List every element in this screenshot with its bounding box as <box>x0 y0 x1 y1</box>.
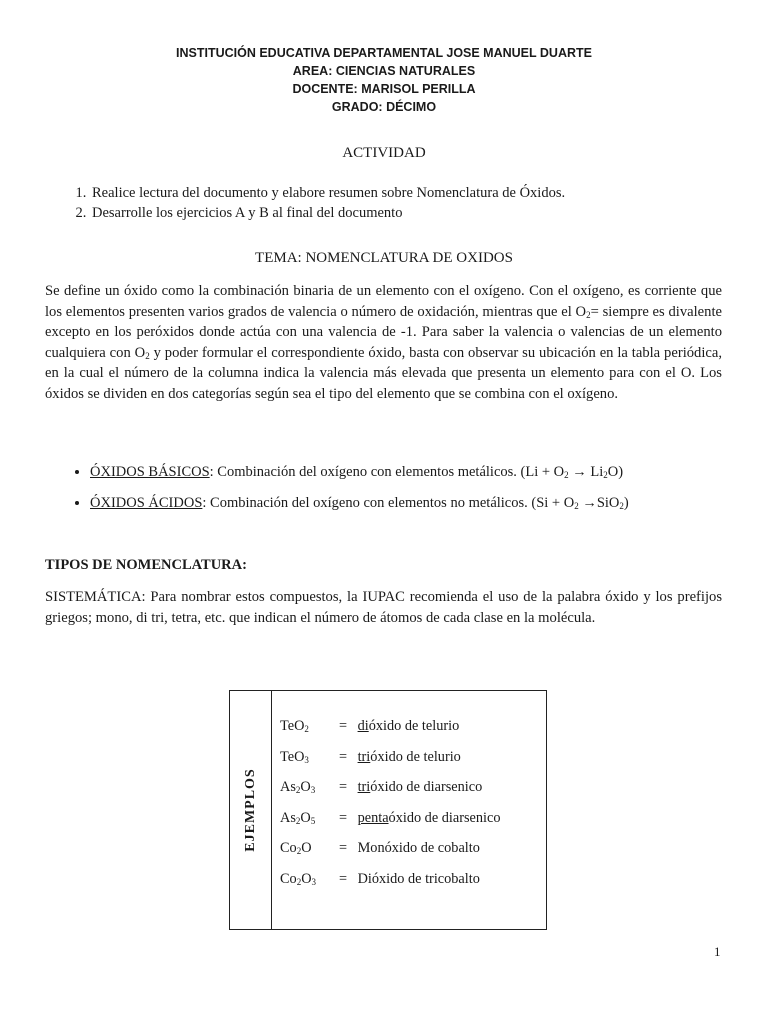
prefix: tri <box>357 779 371 795</box>
formula: $Co_2O$ <box>280 840 312 856</box>
formula: TeO$_3$ <box>280 748 309 765</box>
compound-name: óxido de diarsenico <box>370 779 483 795</box>
subscript: 2 <box>586 309 591 320</box>
activity-item: 2. Desarrolle los ejercicios A y B al final del documento <box>90 203 565 223</box>
topic-title: TEMA: NOMENCLATURA DE OXIDOS <box>255 250 513 266</box>
subscript: 2 <box>145 350 150 361</box>
activity-title: ACTIVIDAD <box>342 145 426 161</box>
example-row <box>280 810 501 841</box>
area-line: AREA: CIENCIAS NATURALES <box>292 64 476 78</box>
document-header <box>0 44 768 116</box>
oxide-type-text: ) <box>623 495 629 511</box>
teacher-line: DOCENTE: MARISOL PERILLA <box>292 82 476 96</box>
compound-name: óxido de telurio <box>368 718 460 734</box>
oxide-type-text: →SiO <box>578 495 620 511</box>
examples-rows <box>280 718 501 901</box>
compound-name: óxido de diarsenico <box>388 809 501 826</box>
activity-item: 1. Realice lectura del documento y elabore resumen sobre Nomenclatura de Óxidos. <box>90 183 565 203</box>
equals-sign: = <box>338 840 348 856</box>
example-row <box>280 749 501 780</box>
equals-sign: = <box>338 870 348 887</box>
activity-list <box>45 183 565 223</box>
subscript: 2 <box>574 501 579 511</box>
prefix: di <box>357 718 369 734</box>
oxide-types-list <box>45 462 629 524</box>
oxide-type-text: O) <box>607 464 624 480</box>
examples-side-column <box>230 691 272 929</box>
grade-line: GRADO: DÉCIMO <box>331 100 437 114</box>
compound-name: óxido de telurio <box>370 748 461 765</box>
subscript: 2 <box>619 501 624 511</box>
example-row <box>280 840 501 871</box>
subscript: 2 <box>603 470 608 480</box>
oxide-type-text: : Combinación del oxígeno con elementos no metálicos. (Si + O <box>202 495 575 511</box>
compound-name: Monóxido de cobalto <box>357 840 480 856</box>
oxide-type-basic <box>90 462 629 482</box>
formula: $Co_2O_3$ <box>280 870 317 887</box>
oxide-type-label: ÓXIDOS BÁSICOS <box>90 464 210 480</box>
prefix: tri <box>357 748 371 765</box>
equals-sign: = <box>338 748 348 765</box>
oxide-type-text: : Combinación del oxígeno con elementos metálicos. (Li + O <box>209 464 565 480</box>
formula: TeO$_2$ <box>280 718 309 734</box>
equals-sign: = <box>338 718 348 734</box>
paragraph-text: y poder formular el correspondiente óxido, basta con observar su ubicación en la tabla periódica, en la cual el número de la columna indica la valencia más elevada que presenta un elemento para con el O. Los óxidos se dividen en dos categorías según sea el tipo del elemento que se combina con el oxígeno. <box>45 344 722 402</box>
compound-name: Dióxido de tricobalto <box>357 870 480 887</box>
formula: $As_2O_5$ <box>280 809 316 826</box>
formula: $As_2O_3$ <box>280 779 316 795</box>
paragraph-text: = siempre es divalente excepto en los peróxidos donde actúa con una valencia de -1. Para saber la valencia o valencias de un elemento cualquiera con O <box>45 303 722 361</box>
oxide-type-acid <box>90 493 629 513</box>
equals-sign: = <box>338 809 348 826</box>
example-row <box>280 779 501 810</box>
equals-sign: = <box>338 779 348 795</box>
examples-box <box>229 690 547 930</box>
school-name: INSTITUCIÓN EDUCATIVA DEPARTAMENTAL JOSE MANUEL DUARTE <box>176 46 592 60</box>
systematic-paragraph: SISTEMÁTICA: Para nombrar estos compuestos, la IUPAC recomienda el uso de la palabra óxido y los prefijos griegos; mono, di tri, tetra, etc. que indican el número de átomos de cada clase en la molécula. <box>45 589 722 626</box>
example-row <box>280 871 501 902</box>
examples-label: EJEMPLOS <box>242 768 258 852</box>
paragraph-text: Se define un óxido como la combinación binaria de un elemento con el oxígeno. Con el oxígeno, es corriente que los elementos presenten varios grados de valencia o número de oxidación, mientras que el O <box>45 283 722 320</box>
page-number: 1 <box>714 944 721 959</box>
oxide-type-label: ÓXIDOS ÁCIDOS <box>90 495 203 511</box>
oxide-type-text: → Li <box>568 464 604 480</box>
example-row <box>280 718 501 749</box>
definition-paragraph <box>45 281 722 404</box>
prefix: penta <box>357 809 389 826</box>
nomenclature-title: TIPOS DE NOMENCLATURA: <box>45 557 247 573</box>
subscript: 2 <box>564 470 569 480</box>
